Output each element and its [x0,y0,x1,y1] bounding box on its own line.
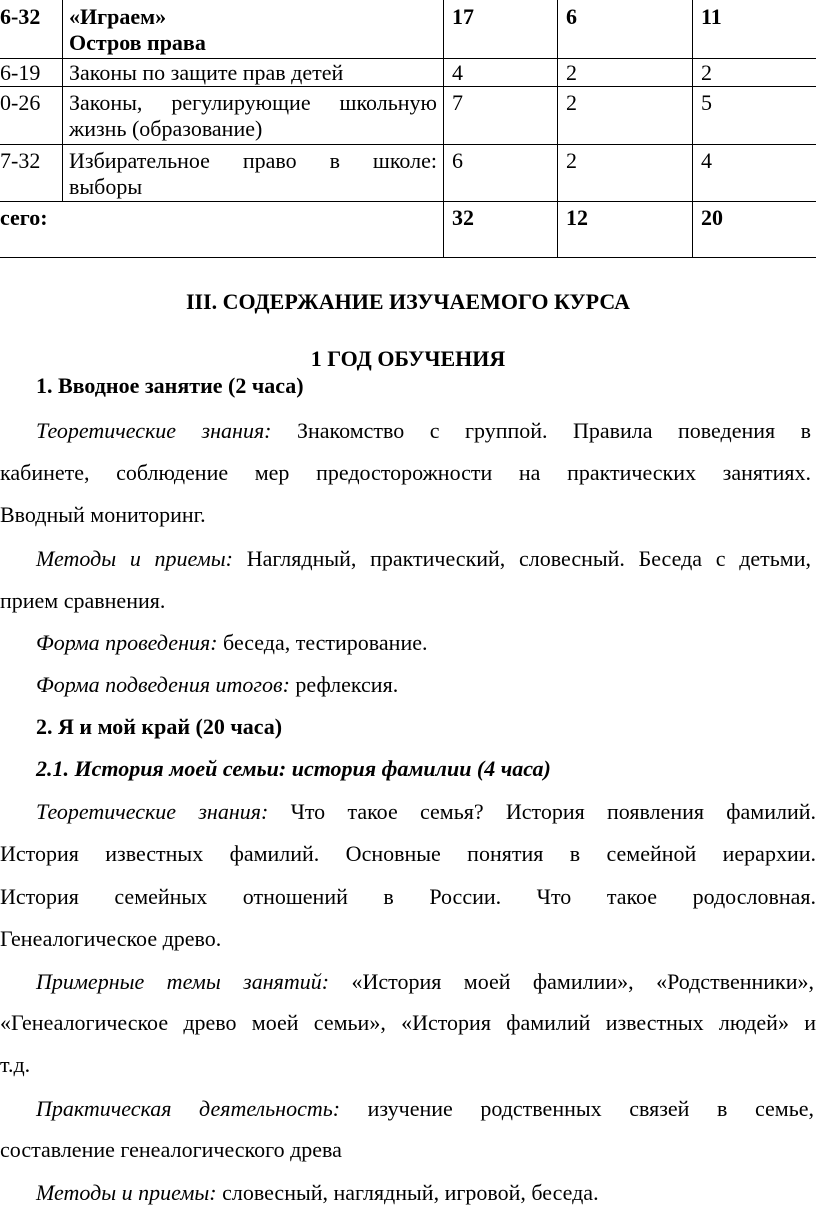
row-number: 7-32 [0,148,41,173]
table-rule [692,0,693,258]
s1-form-text: беседа, тестирование. [223,630,428,655]
s2-practice-line-1 [36,1096,814,1122]
row-title: Законы по защите прав детей [69,60,344,85]
row-theory: 2 [566,60,577,85]
row-theory: 2 [566,90,577,115]
s1-form-line [36,630,427,656]
row-number: 6-19 [0,60,41,85]
row-title-line2: Остров права [69,30,206,55]
hours-table [0,0,816,258]
s2-methods-line [36,1180,599,1206]
footer-practice: 20 [701,205,723,230]
s2-topics-text: «История моей фамилии», «Родственники», [351,969,814,994]
table-rule [0,201,816,202]
row-total: 7 [452,90,463,115]
s2-theory-line-1 [36,799,816,825]
row-practice: 2 [701,60,712,85]
row-practice: 4 [701,148,712,173]
row-title: Законы, регулирующие школьную [69,90,437,115]
footer-theory: 12 [566,205,588,230]
row-title: Избирательное право в школе: [69,148,437,173]
row-title: «Играем» [69,4,167,29]
row-practice: 5 [701,90,712,115]
s1-theory-text: Знакомство с группой. Правила поведения в [297,418,812,443]
section-2-1-heading: 2.1. История моей семьи: история фамилии (4 часа) [36,756,551,781]
table-rule [0,257,816,258]
s2-topics-line-1 [36,969,814,995]
s1-methods-label: Методы и приемы: [36,546,234,571]
row-total: 17 [452,4,474,29]
section-title: III. СОДЕРЖАНИЕ ИЗУЧАЕМОГО КУРСА [185,289,631,314]
s1-results-label: Форма подведения итогов: [36,672,290,697]
s2-topics-line-3: т.д. [0,1052,31,1077]
row-title-line2: выборы [69,174,143,199]
section-2-heading: 2. Я и мой край (20 часа) [36,714,283,739]
s1-theory-line-2: кабинете, соблюдение мер предосторожности на практических занятиях. [0,460,811,485]
s2-practice-text: изучение родственных связей в семье, [367,1096,814,1121]
row-theory: 2 [566,148,577,173]
row-title-line2: жизнь (образование) [69,116,263,141]
year-title: 1 ГОД ОБУЧЕНИЯ [310,346,506,371]
s2-topics-line-2: «Генеалогическое древо моей семьи», «История фамилий известных людей» и [0,1010,816,1035]
row-number: 6-32 [0,4,41,29]
s2-methods-label: Методы и приемы: [36,1180,217,1205]
s1-theory-label: Теоретические знания: [36,418,272,443]
footer-total: 32 [452,205,474,230]
table-rule [62,0,63,201]
s2-theory-line-4: Генеалогическое древо. [0,926,222,951]
row-number: 0-26 [0,90,41,115]
s1-methods-line-2: прием сравнения. [0,588,166,613]
s1-methods-line-1 [36,546,811,572]
table-rule [557,0,558,258]
s2-theory-line-3: История семейных отношений в России. Что такое родословная. [0,884,816,909]
s2-practice-line-2: составление генеалогического древа [0,1137,342,1162]
s2-topics-label: Примерные темы занятий: [36,969,330,994]
table-rule [0,86,816,87]
s1-results-text: рефлексия. [295,672,399,697]
s2-theory-line-2: История известных фамилий. Основные понятия в семейной иерархии. [0,841,816,866]
row-total: 4 [452,60,463,85]
table-rule [443,0,444,258]
row-total: 6 [452,148,463,173]
row-practice: 11 [701,4,722,29]
s1-results-line [36,672,398,698]
s2-practice-label: Практическая деятельность: [36,1096,341,1121]
s1-methods-text: Наглядный, практический, словесный. Беседа с детьми, [246,546,811,571]
s2-theory-text: Что такое семья? История появления фамилий. [290,799,816,824]
table-rule [0,58,816,59]
s2-methods-text: словесный, наглядный, игровой, беседа. [222,1180,599,1205]
table-rule [0,144,816,145]
row-theory: 6 [566,4,577,29]
s1-form-label: Форма проведения: [36,630,218,655]
s1-theory-line-3: Вводный мониторинг. [0,502,206,527]
footer-label: сего: [0,205,48,230]
s2-theory-label: Теоретические знания: [36,799,269,824]
s1-theory-line-1 [36,418,811,444]
section-1-heading: 1. Вводное занятие (2 часа) [36,373,304,398]
